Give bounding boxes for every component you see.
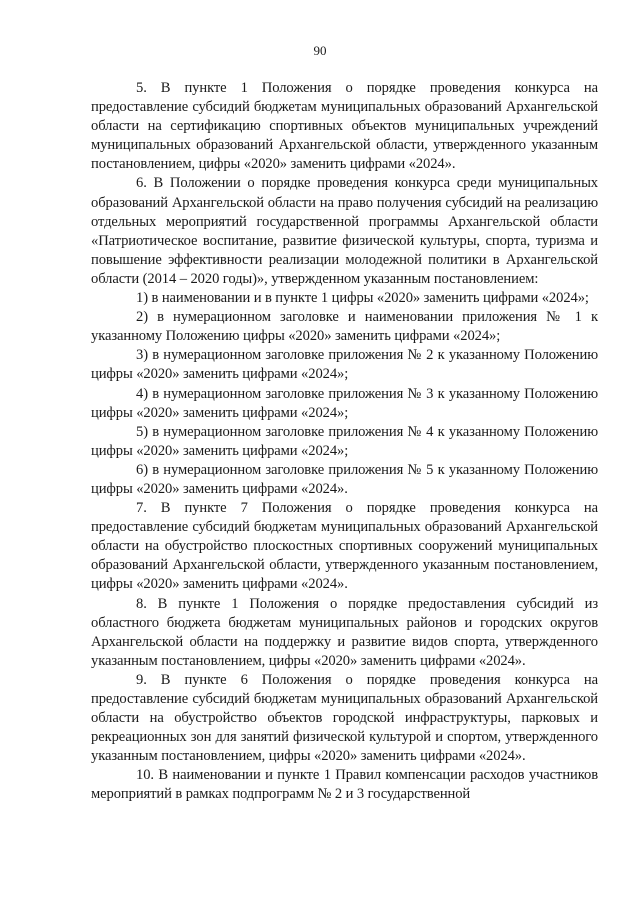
paragraph-8: 8. В пункте 1 Положения о порядке предоставления субсидий из областного бюджета бюджетам муниципальных районов и городских округов Архангельской области на поддержку и развитие видов спорта, утвержденного указанным постановлением, цифры «2020» заменить цифрами «2024».	[91, 595, 598, 669]
document-body	[91, 79, 598, 805]
paragraph-6-item-6: 6) в нумерационном заголовке приложения № 5 к указанному Положению цифры «2020» заменить цифрами «2024».	[91, 461, 598, 497]
paragraph-6-item-2: 2) в нумерационном заголовке и наименовании приложения № 1 к указанному Положению цифры «2020» заменить цифрами «2024»;	[91, 309, 598, 345]
paragraph-10: 10. В наименовании и пункте 1 Правил компенсации расходов участников мероприятий в рамках подпрограмм № 2 и 3 государственной	[91, 767, 598, 803]
page-number: 90	[313, 43, 327, 58]
paragraph-5: 5. В пункте 1 Положения о порядке проведения конкурса на предоставление субсидий бюджетам муниципальных образований Архангельской области на сертификацию спортивных объектов муниципальных учреждений муниципальных образований Архангельской области, утвержденного указанным постановлением, цифры «2020» заменить цифрами «2024».	[91, 80, 598, 173]
paragraph-6-item-5: 5) в нумерационном заголовке приложения № 4 к указанному Положению цифры «2020» заменить цифрами «2024»;	[91, 423, 598, 459]
paragraph-6-item-4: 4) в нумерационном заголовке приложения № 3 к указанному Положению цифры «2020» заменить цифрами «2024»;	[91, 385, 598, 421]
paragraph-6-item-1: 1) в наименовании и в пункте 1 цифры «2020» заменить цифрами «2024»;	[136, 290, 589, 307]
paragraph-6: 6. В Положении о порядке проведения конкурса среди муниципальных образований Архангельской области на право получения субсидий на реализацию отдельных мероприятий государственной программы Архангельской области «Патриотическое воспитание, развитие физической культуры, спорта, туризма и повышение эффективности реализации молодежной политики в Архангельской области (2014 – 2020 годы)», утвержденном указанным постановлением:	[91, 175, 598, 287]
paragraph-7: 7. В пункте 7 Положения о порядке проведения конкурса на предоставление субсидий бюджетам муниципальных образований Архангельской области на обустройство плоскостных спортивных сооружений муниципальных образований Архангельской области, утвержденного указанным постановлением, цифры «2020» заменить цифрами «2024».	[91, 500, 598, 593]
paragraph-9: 9. В пункте 6 Положения о порядке проведения конкурса на предоставление субсидий бюджетам муниципальных образований Архангельской области на обустройство объектов городской инфраструктуры, парковых и рекреационных зон для занятий физической культурой и спортом, утвержденного указанным постановлением, цифры «2020» заменить цифрами «2024».	[91, 671, 598, 765]
paragraph-6-item-3: 3) в нумерационном заголовке приложения № 2 к указанному Положению цифры «2020» заменить цифрами «2024»;	[91, 347, 598, 383]
